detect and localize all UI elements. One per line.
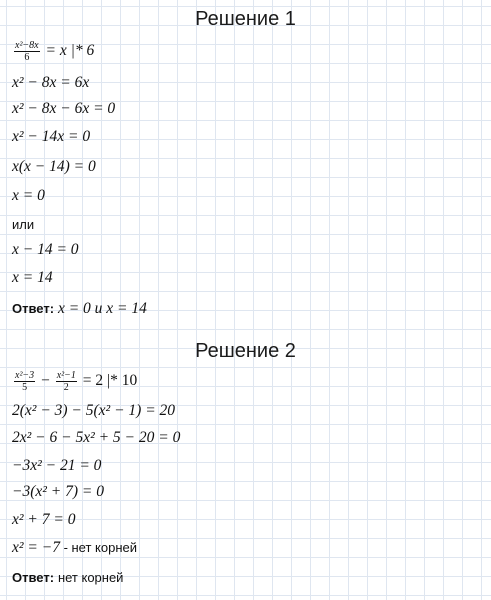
solution-1-title: Решение 1 xyxy=(195,8,296,30)
solution-2-step-1: 2(x² − 3) − 5(x² − 1) = 20 xyxy=(12,402,176,419)
solution-1-or: или xyxy=(12,217,35,232)
answer-label: Ответ: xyxy=(12,570,55,585)
solution-2-step-6 xyxy=(12,539,137,557)
solution-1-equation xyxy=(12,40,94,63)
answer-value: нет корней xyxy=(57,570,124,585)
solution-1-step-5: x = 0 xyxy=(12,187,45,204)
solution-1-step-2: x² − 8x − 6x = 0 xyxy=(12,100,116,117)
fraction-numerator: x²−8x xyxy=(15,40,39,51)
fraction-denominator: 5 xyxy=(22,382,28,393)
solution-2-equation xyxy=(12,370,137,393)
equation-rhs: = x |* 6 xyxy=(45,42,95,60)
solution-1-step-4: x(x − 14) = 0 xyxy=(12,158,96,175)
fraction xyxy=(14,40,40,63)
solution-2-step-4: −3(x² + 7) = 0 xyxy=(12,483,104,500)
solution-1-step-7: x = 14 xyxy=(12,269,53,286)
solution-1-step-6: x − 14 = 0 xyxy=(12,241,79,258)
fraction-denominator: 2 xyxy=(63,382,69,393)
solution-2-step-5: x² + 7 = 0 xyxy=(12,511,76,528)
solution-2-step-3: −3x² − 21 = 0 xyxy=(12,457,102,474)
step-math: x² = −7 xyxy=(12,539,60,556)
fraction-numerator: x²−1 xyxy=(56,370,76,381)
fraction xyxy=(14,370,35,393)
solution-1-step-3: x² − 14x = 0 xyxy=(12,128,91,145)
minus-sign: − xyxy=(41,372,50,390)
solution-2-step-2: 2x² − 6 − 5x² + 5 − 20 = 0 xyxy=(12,429,181,446)
answer-value: x = 0 и x = 14 xyxy=(57,300,147,317)
solution-1-answer xyxy=(12,300,147,318)
solution-2-title: Решение 2 xyxy=(195,340,296,362)
fraction-numerator: x²−3 xyxy=(15,370,35,381)
fraction-denominator: 6 xyxy=(24,52,30,63)
fraction xyxy=(56,370,77,393)
answer-label: Ответ: xyxy=(12,301,55,316)
equation-rhs: = 2 |* 10 xyxy=(82,372,138,390)
step-note: - нет корней xyxy=(59,540,138,555)
solution-2-answer xyxy=(12,569,123,587)
solution-1-step-1: x² − 8x = 6x xyxy=(12,74,90,91)
